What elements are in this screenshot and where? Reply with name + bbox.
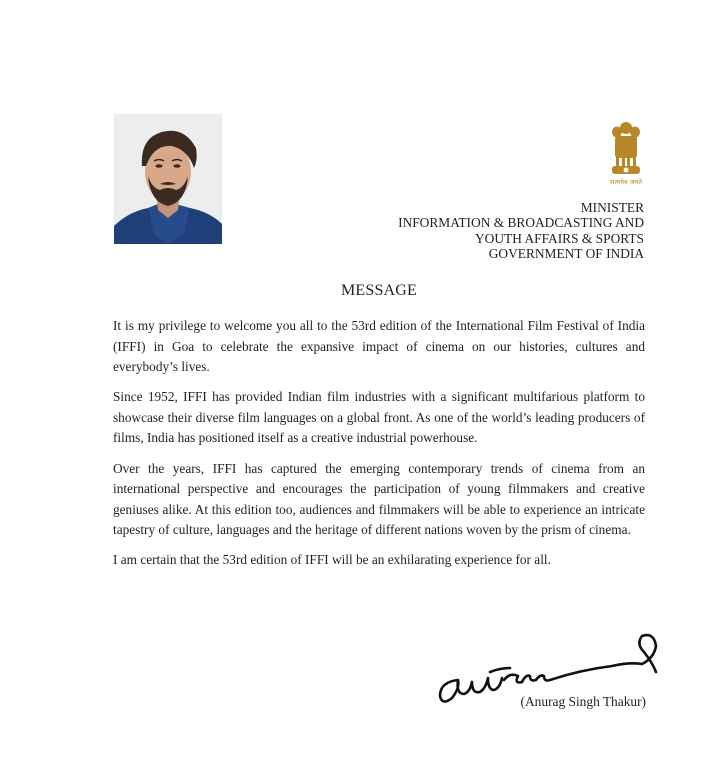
emblem-motto: सत्यमेव जयते <box>610 178 642 186</box>
message-paragraph: Over the years, IFFI has captured the emerging contemporary trends of cinema from an international perspective and encourages the participation of young filmmakers and creative geniuses alike. At this edition too, audiences and filmmakers will be able to experience an intricate tapestry of culture, languages and the heritage of different nations woven by the prism of cinema. <box>113 460 645 538</box>
minister-photo <box>114 114 222 244</box>
designation-line: INFORMATION & BROADCASTING AND <box>398 215 644 231</box>
message-title: MESSAGE <box>340 282 418 299</box>
message-paragraph: Since 1952, IFFI has provided Indian film industries with a significant multifarious platform to showcase their diverse film languages on a global front. As one of the world’s leading producers of films, India has positioned itself as a creative industrial powerhouse. <box>113 389 645 446</box>
designation-line: GOVERNMENT OF INDIA <box>488 245 644 261</box>
message-paragraph: I am certain that the 53rd edition of IFFI will be an exhilarating experience for all. <box>113 552 551 568</box>
signatory-name: (Anurag Singh Thakur) <box>520 694 646 709</box>
state-emblem-icon <box>606 120 646 188</box>
designation-block <box>398 200 644 261</box>
message-body <box>113 316 645 581</box>
designation-line: YOUTH AFFAIRS & SPORTS <box>475 230 644 246</box>
message-paragraph: It is my privilege to welcome you all to the 53rd edition of the International Film Festival of India (IFFI) in Goa to celebrate the expansive impact of cinema on our histories, cultures and everybody’s lives. <box>113 318 645 375</box>
designation-line: MINISTER <box>580 200 644 215</box>
portrait-image <box>114 114 222 244</box>
